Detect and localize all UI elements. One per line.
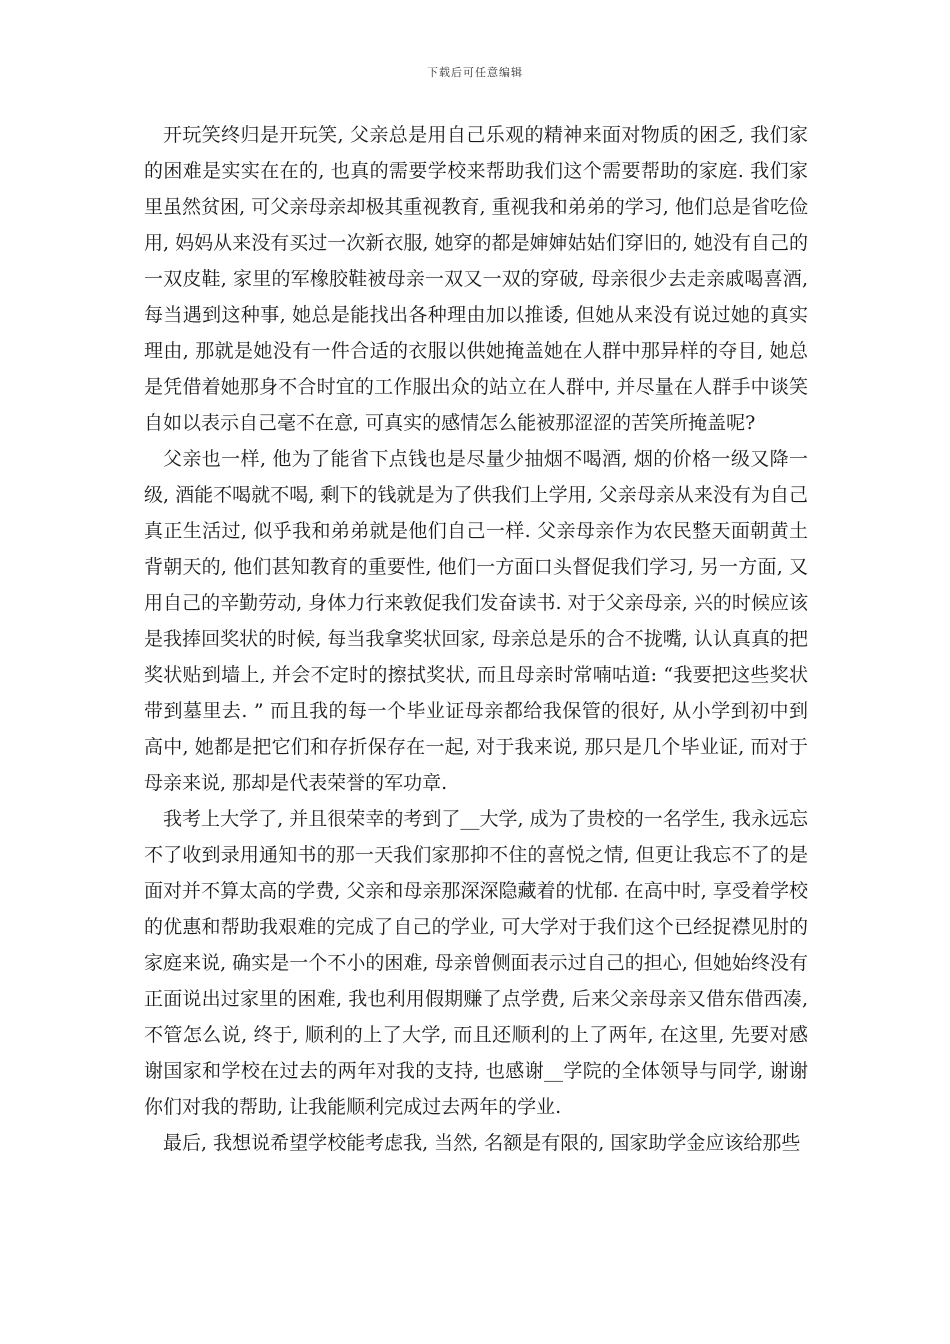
paragraph: 开玩笑终归是开玩笑, 父亲总是用自己乐观的精神来面对物质的困乏, 我们家的困难是实实在在的, 也真的需要学校来帮助我们这个需要帮助的家庭. 我们家里虽然贫困, 可父亲母亲却极其重视教育, 重视我和弟弟的学习, 他们总是省吃俭用, 妈妈从来没有买过一次新衣服, 她穿的都是婶婶姑姑们穿旧的, 她没有自己的一双皮鞋, 家里的军橡胶鞋被母亲一双又一双的穿破, 母亲很少去走亲戚喝喜酒, 每当遇到这种事, 她总是能找出各种理由加以推诿, 但她从来没有说过她的真实理由, 那就是她没有一件合适的衣服以供她掩盖她在人群中那异样的夺目, 她总是凭借着她那身不合时宜的工作服出众的站立在人群中, 并尽量在人群手中谈笑自如以表示自己毫不在意, 可真实的感情怎么能被那涩涩的苦笑所掩盖呢?	[144, 124, 808, 434]
document-body	[144, 117, 808, 1161]
page-header-note: 下载后可任意编辑	[427, 66, 523, 79]
paragraph: 最后, 我想说希望学校能考虑我, 当然, 名额是有限的, 国家助学金应该给那些	[163, 1132, 801, 1154]
paragraph: 父亲也一样, 他为了能省下点钱也是尽量少抽烟不喝酒, 烟的价格一级又降一级, 酒能不喝就不喝, 剩下的钱就是为了供我们上学用, 父亲母亲从来没有为自己真正生活过, 似乎我和弟弟就是他们自己一样. 父亲母亲作为农民整天面朝黄土背朝天的, 他们甚知教育的重要性, 他们一方面口头督促我们学习, 另一方面, 又用自己的辛勤劳动, 身体力行来敦促我们发奋读书. 对于父亲母亲, 兴的时候应该是我捧回奖状的时候, 每当我拿奖状回家, 母亲总是乐的合不拢嘴, 认认真真的把奖状贴到墙上, 并会不定时的擦拭奖状, 而且母亲时常喃咕道: “我要把这些奖状带到墓里去. ” 而且我的每一个毕业证母亲都给我保管的很好, 从小学到初中到高中, 她都是把它们和存折保存在一起, 对于我来说, 那只是几个毕业证, 而对于母亲来说, 那却是代表荣誉的军功章.	[144, 448, 808, 794]
paragraph: 我考上大学了, 并且很荣幸的考到了__大学, 成为了贵校的一名学生, 我永远忘不了收到录用通知书的那一天我们家那抑不住的喜悦之情, 但更让我忘不了的是面对并不算太高的学费, 父亲和母亲那深深隐藏着的忧郁. 在高中时, 享受着学校的优惠和帮助我艰难的完成了自己的学业, 可大学对于我们这个已经捉襟见肘的家庭来说, 确实是一个不小的困难, 母亲曾侧面表示过自己的担心, 但她始终没有正面说出过家里的困难, 我也利用假期赚了点学费, 后来父亲母亲又借东借西凑, 不管怎么说, 终于, 顺利的上了大学, 而且还顺利的上了两年, 在这里, 先要对感谢国家和学校在过去的两年对我的支持, 也感谢__学院的全体领导与同学, 谢谢你们对我的帮助, 让我能顺利完成过去两年的学业.	[144, 808, 808, 1118]
